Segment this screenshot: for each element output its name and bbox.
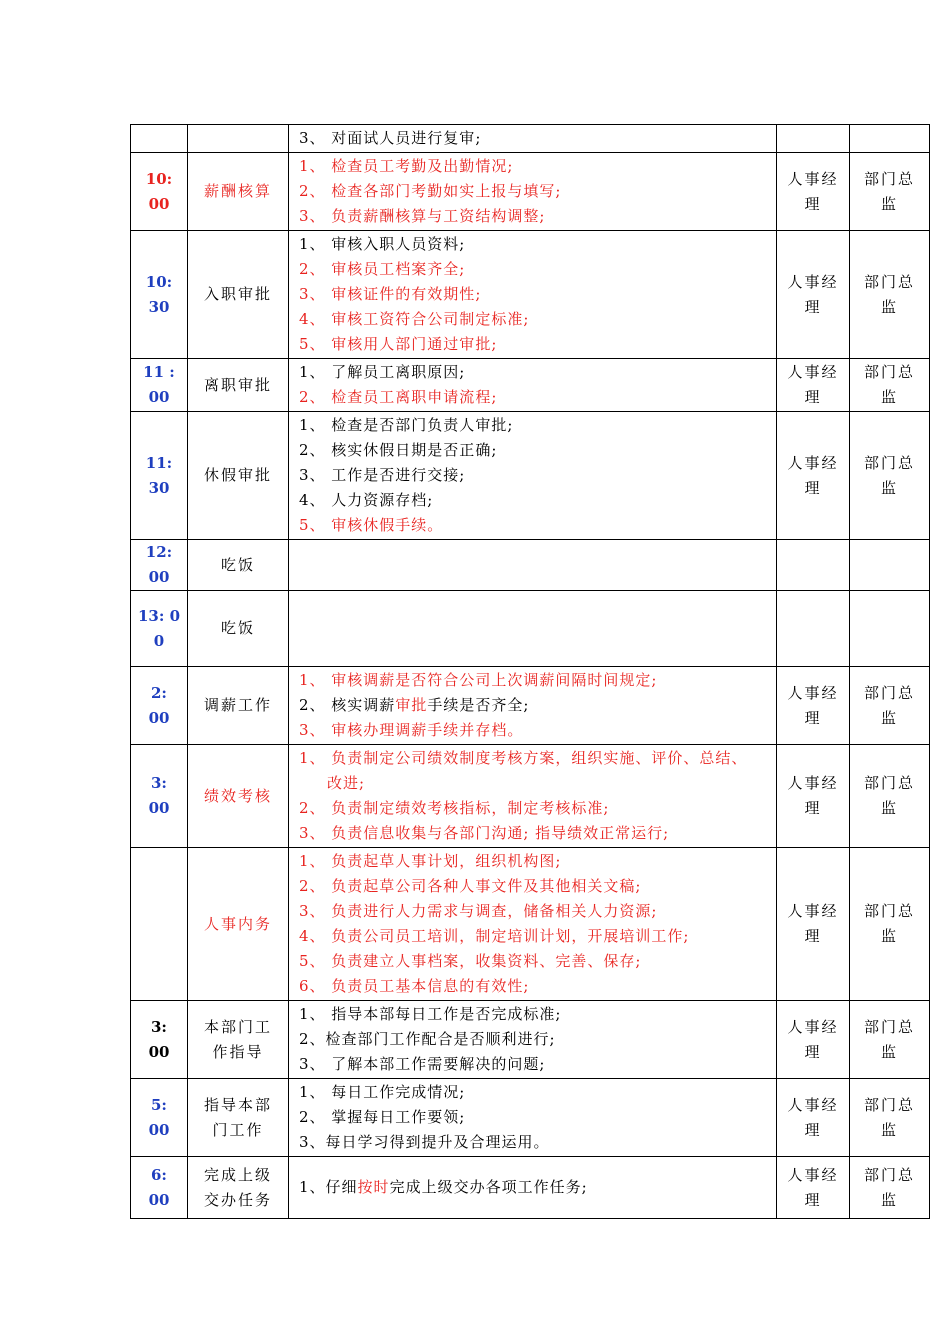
- task-detail-fragment: 按时: [357, 1178, 390, 1196]
- time-text: 11:: [145, 453, 173, 472]
- responsible-text: 理: [804, 799, 822, 817]
- task-detail-cell: [289, 1001, 777, 1079]
- responsible-cell: [777, 1001, 850, 1079]
- reviewer-cell: [850, 125, 930, 153]
- task-detail-cell: [289, 359, 777, 412]
- reviewer-cell: [850, 667, 930, 745]
- reviewer-text: 部门总: [863, 683, 915, 702]
- task-detail-item: 4、 人力资源存档;: [299, 491, 434, 509]
- reviewer-cell: [850, 540, 930, 591]
- responsible-cell: [777, 540, 850, 591]
- time-text: 00: [148, 1042, 170, 1061]
- task-name: 调薪工作: [203, 696, 272, 714]
- task-detail-fragment: 2、 核实调薪: [299, 696, 396, 714]
- responsible-cell: [777, 125, 850, 153]
- schedule-row: [131, 1001, 930, 1079]
- task-detail-item: 3、 工作是否进行交接;: [299, 466, 466, 484]
- task-name: 门工作: [212, 1120, 264, 1139]
- reviewer-cell: [850, 412, 930, 540]
- task-detail-item: 1、 负责制定公司绩效制度考核方案，组织实施、评价、总结、: [299, 749, 748, 767]
- schedule-row: [131, 1157, 930, 1219]
- time-cell: [131, 1001, 188, 1079]
- task-detail-item: 1、 审核调薪是否符合公司上次调薪间隔时间规定;: [299, 671, 658, 689]
- task-name: 吃饭: [220, 619, 255, 637]
- time-cell: [131, 125, 188, 153]
- task-detail-cell: [289, 848, 777, 1001]
- time-text: 0: [153, 631, 165, 650]
- reviewer-text: 部门总: [863, 169, 915, 188]
- time-cell: [131, 745, 188, 848]
- reviewer-cell: [850, 591, 930, 667]
- reviewer-text: 监: [880, 1042, 898, 1061]
- time-text: 00: [148, 388, 170, 406]
- time-text: 10:: [145, 169, 173, 188]
- task-name-cell: [188, 745, 289, 848]
- task-name-cell: [188, 1157, 289, 1219]
- time-text: 00: [148, 1190, 170, 1209]
- reviewer-text: 监: [880, 1120, 898, 1139]
- responsible-text: 理: [804, 388, 822, 406]
- task-detail-item: 6、 负责员工基本信息的有效性;: [299, 977, 530, 995]
- task-detail-item: 5、 负责建立人事档案，收集资料、完善、保存;: [299, 952, 642, 970]
- reviewer-text: 部门总: [863, 1095, 915, 1114]
- reviewer-text: 部门总: [863, 774, 915, 792]
- time-cell: [131, 848, 188, 1001]
- reviewer-text: 监: [880, 388, 898, 406]
- task-name: 人事内务: [203, 914, 272, 933]
- responsible-text: 理: [804, 927, 822, 945]
- reviewer-cell: [850, 153, 930, 231]
- task-detail-fragment: 审批: [395, 696, 428, 714]
- responsible-cell: [777, 1157, 850, 1219]
- responsible-cell: [777, 153, 850, 231]
- time-text: 12:: [145, 543, 173, 561]
- schedule-row: [131, 745, 930, 848]
- time-cell: [131, 359, 188, 412]
- task-detail-item: 1、 每日工作完成情况;: [299, 1083, 466, 1101]
- time-text: 00: [148, 799, 170, 817]
- time-text: 30: [148, 297, 170, 316]
- task-detail-cell: [289, 125, 777, 153]
- task-detail-item: 4、 审核工资符合公司制定标准;: [299, 310, 530, 328]
- reviewer-text: 监: [880, 927, 898, 945]
- task-name: 休假审批: [203, 466, 272, 484]
- task-detail-cell: [289, 153, 777, 231]
- reviewer-text: 监: [880, 478, 898, 497]
- time-cell: [131, 231, 188, 359]
- task-name-cell: [188, 591, 289, 667]
- reviewer-cell: [850, 848, 930, 1001]
- reviewer-cell: [850, 1079, 930, 1157]
- task-name: 作指导: [212, 1042, 264, 1061]
- time-text: 2:: [151, 683, 167, 702]
- schedule-row: [131, 412, 930, 540]
- task-detail-cell: [289, 1079, 777, 1157]
- task-name: 薪酬核算: [203, 182, 272, 200]
- task-detail-item: 1、 检查员工考勤及出勤情况;: [299, 157, 514, 175]
- time-text: 13: 0: [137, 606, 181, 625]
- time-text: 3:: [151, 774, 167, 792]
- responsible-text: 人事经: [787, 1095, 839, 1114]
- task-detail-item: [299, 693, 776, 718]
- time-text: 00: [148, 194, 170, 213]
- task-detail-item: 5、 审核休假手续。: [299, 516, 444, 534]
- task-detail-item: 3、 负责薪酬核算与工资结构调整;: [299, 207, 546, 225]
- task-detail-cell: [289, 231, 777, 359]
- task-detail-item: 3、 负责进行人力需求与调查，储备相关人力资源;: [299, 902, 658, 920]
- responsible-cell: [777, 231, 850, 359]
- schedule-row: [131, 125, 930, 153]
- task-detail-cell: [289, 591, 777, 667]
- task-name-cell: [188, 412, 289, 540]
- time-text: 10:: [145, 272, 173, 291]
- schedule-row: [131, 540, 930, 591]
- responsible-text: 人事经: [787, 774, 839, 792]
- task-name-cell: [188, 1079, 289, 1157]
- task-name: 绩效考核: [203, 786, 272, 805]
- task-detail-item: 4、 负责公司员工培训，制定培训计划，开展培训工作;: [299, 927, 690, 945]
- responsible-cell: [777, 591, 850, 667]
- task-name: 入职审批: [203, 285, 272, 303]
- task-name-cell: [188, 1001, 289, 1079]
- task-detail-item: 2、 审核员工档案齐全;: [299, 260, 466, 278]
- responsible-text: 理: [804, 1042, 822, 1061]
- reviewer-text: 部门总: [863, 453, 915, 472]
- reviewer-text: 部门总: [863, 272, 915, 291]
- task-detail-cell: [289, 1157, 777, 1219]
- time-text: 6:: [151, 1165, 167, 1184]
- task-detail-item: 1、 审核入职人员资料;: [299, 235, 466, 253]
- responsible-text: 理: [804, 1190, 822, 1209]
- responsible-cell: [777, 848, 850, 1001]
- time-cell: [131, 153, 188, 231]
- schedule-body: [131, 125, 930, 1219]
- task-detail-item: 3、 负责信息收集与各部门沟通; 指导绩效正常运行;: [299, 824, 670, 842]
- reviewer-text: 监: [880, 799, 898, 817]
- reviewer-text: 监: [880, 1190, 898, 1209]
- task-detail-item: 5、 审核用人部门通过审批;: [299, 335, 498, 353]
- task-detail-item: [299, 1175, 776, 1200]
- schedule-row: [131, 231, 930, 359]
- time-cell: [131, 1079, 188, 1157]
- task-detail-item: 2、 检查员工离职申请流程;: [299, 388, 498, 406]
- schedule-row: [131, 153, 930, 231]
- task-name-cell: [188, 359, 289, 412]
- responsible-text: 理: [804, 708, 822, 727]
- task-detail-item: 2、 负责制定绩效考核指标，制定考核标准;: [299, 799, 610, 817]
- responsible-text: 人事经: [787, 902, 839, 920]
- responsible-text: 理: [804, 478, 822, 497]
- time-text: 5:: [151, 1095, 167, 1114]
- reviewer-text: 部门总: [863, 1165, 915, 1184]
- reviewer-text: 部门总: [863, 363, 915, 381]
- time-text: 3:: [151, 1017, 167, 1036]
- task-detail-item: 2、检查部门工作配合是否顺利进行;: [299, 1030, 556, 1048]
- responsible-text: 理: [804, 194, 822, 213]
- time-text: 00: [148, 1120, 170, 1139]
- task-detail-item: 2、 检查各部门考勤如实上报与填写;: [299, 182, 562, 200]
- reviewer-text: 监: [880, 194, 898, 213]
- task-detail-item: 3、 审核证件的有效期性;: [299, 285, 482, 303]
- task-detail-item: 1、 了解员工离职原因;: [299, 363, 466, 381]
- schedule-row: [131, 591, 930, 667]
- task-name-cell: [188, 231, 289, 359]
- task-detail-item: 3、 了解本部工作需要解决的问题;: [299, 1055, 546, 1073]
- reviewer-cell: [850, 1001, 930, 1079]
- reviewer-text: 监: [880, 708, 898, 727]
- task-detail-fragment: 1、仔细: [299, 1178, 358, 1196]
- responsible-cell: [777, 745, 850, 848]
- task-name: 本部门工: [203, 1017, 272, 1036]
- time-cell: [131, 591, 188, 667]
- responsible-text: 理: [804, 1120, 822, 1139]
- responsible-text: 人事经: [787, 1165, 839, 1184]
- task-detail-item: 2、 掌握每日工作要领;: [299, 1108, 466, 1126]
- reviewer-text: 部门总: [863, 902, 915, 920]
- schedule-row: [131, 667, 930, 745]
- schedule-row: [131, 359, 930, 412]
- responsible-text: 理: [804, 297, 822, 316]
- responsible-cell: [777, 667, 850, 745]
- task-detail-item: 3、 审核办理调薪手续并存档。: [299, 721, 524, 739]
- task-detail-item: 1、 检查是否部门负责人审批;: [299, 416, 514, 434]
- task-detail-cell: [289, 412, 777, 540]
- time-text: 00: [148, 708, 170, 727]
- task-detail-item: 3、 对面试人员进行复审;: [299, 129, 482, 147]
- reviewer-cell: [850, 745, 930, 848]
- schedule-row: [131, 1079, 930, 1157]
- responsible-cell: [777, 1079, 850, 1157]
- reviewer-cell: [850, 1157, 930, 1219]
- task-name-cell: [188, 848, 289, 1001]
- time-cell: [131, 667, 188, 745]
- time-text: 11 :: [143, 363, 175, 381]
- responsible-cell: [777, 359, 850, 412]
- task-detail-item: 改进;: [327, 774, 366, 792]
- task-detail-fragment: 手续是否齐全;: [427, 696, 530, 714]
- responsible-text: 人事经: [787, 1017, 839, 1036]
- task-name-cell: [188, 125, 289, 153]
- task-detail-item: 2、 核实休假日期是否正确;: [299, 441, 498, 459]
- responsible-cell: [777, 412, 850, 540]
- time-cell: [131, 540, 188, 591]
- time-cell: [131, 412, 188, 540]
- task-detail-item: 3、每日学习得到提升及合理运用。: [299, 1133, 550, 1151]
- task-detail-item: 2、 负责起草公司各种人事文件及其他相关文稿;: [299, 877, 642, 895]
- task-detail-item: 1、 指导本部每日工作是否完成标准;: [299, 1005, 562, 1023]
- task-name: 吃饭: [220, 555, 255, 574]
- responsible-text: 人事经: [787, 453, 839, 472]
- reviewer-text: 部门总: [863, 1017, 915, 1036]
- task-name: 完成上级: [203, 1165, 272, 1184]
- responsible-text: 人事经: [787, 169, 839, 188]
- time-text: 30: [148, 478, 170, 497]
- responsible-text: 人事经: [787, 363, 839, 381]
- schedule-row: [131, 848, 930, 1001]
- reviewer-text: 监: [880, 297, 898, 316]
- task-detail-fragment: 完成上级交办各项工作任务;: [389, 1178, 588, 1196]
- responsible-text: 人事经: [787, 272, 839, 291]
- task-name-cell: [188, 540, 289, 591]
- time-text: 00: [148, 568, 170, 586]
- task-name: 交办任务: [203, 1190, 272, 1209]
- task-name-cell: [188, 667, 289, 745]
- task-detail-cell: [289, 667, 777, 745]
- responsible-text: 人事经: [787, 683, 839, 702]
- reviewer-cell: [850, 359, 930, 412]
- reviewer-cell: [850, 231, 930, 359]
- task-detail-cell: [289, 540, 777, 591]
- task-name-cell: [188, 153, 289, 231]
- work-schedule-table: [130, 124, 930, 1219]
- task-name: 离职审批: [203, 375, 272, 394]
- time-cell: [131, 1157, 188, 1219]
- task-detail-cell: [289, 745, 777, 848]
- task-detail-item: 1、 负责起草人事计划，组织机构图;: [299, 852, 562, 870]
- task-name: 指导本部: [203, 1095, 272, 1114]
